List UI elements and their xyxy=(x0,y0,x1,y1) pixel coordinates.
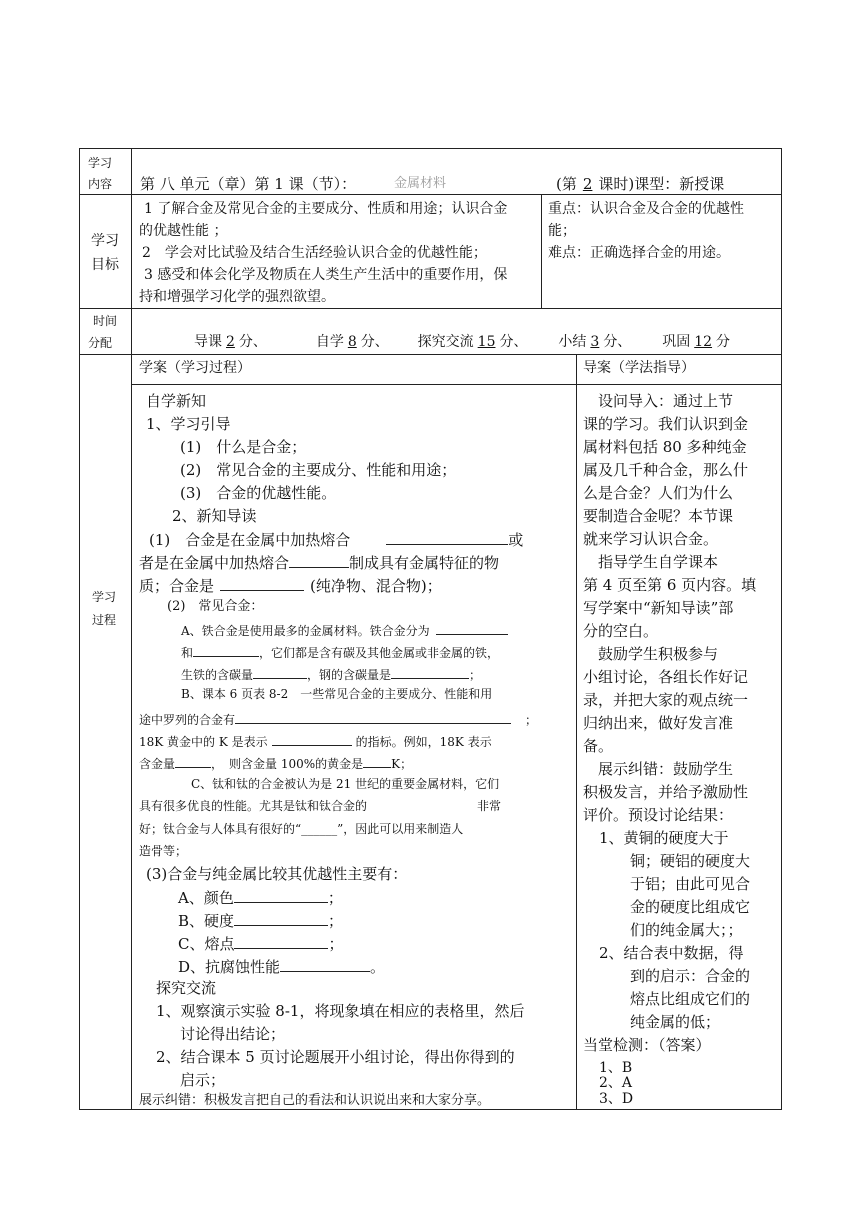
guidance-line: 备。 xyxy=(583,737,614,755)
col-divider xyxy=(576,354,577,1110)
objective-line: 2 学会对比试验及结合生活经验认识合金的优越性能； xyxy=(142,245,487,261)
row-label-objectives-1: 学习 xyxy=(91,233,119,249)
advantage-item: C、熔点 ； xyxy=(178,935,344,953)
iron-alloy-line: 生铁的含碳量 ，钢的含碳量是 ； xyxy=(181,668,482,682)
new-knowledge-title: 2、新知导读 xyxy=(172,507,257,525)
answer-item: 2、A xyxy=(599,1075,633,1091)
guidance-line: 么是合金？人们为什么 xyxy=(583,484,734,502)
explore-item: 1、观察演示实验 8-1，将现象填在相应的表格里，然后 xyxy=(156,1002,525,1020)
objective-line: 的优越性能 ； xyxy=(139,223,228,239)
guide-question: (1) 什么是合金； xyxy=(180,438,307,456)
right-column-header: 导案（学法指导） xyxy=(583,360,695,376)
guidance-line: 就来学习认识合金。 xyxy=(583,530,719,548)
answer-item: 1、B xyxy=(599,1060,633,1076)
fill-blank[interactable] xyxy=(386,532,508,545)
check-title: 当堂检测：（答案） xyxy=(583,1036,711,1054)
guidance-line: 小组讨论，各组长作好记 xyxy=(583,668,749,686)
guidance-line: 写学案中“新知导读”部 xyxy=(583,599,734,617)
row-label-content-2: 内容 xyxy=(88,177,113,191)
key-point: 重点：认识合金及合金的优越性 xyxy=(548,201,744,217)
fill-blank[interactable] xyxy=(289,555,349,568)
difficulty-point: 难点：正确选择合金的用途。 xyxy=(548,245,730,261)
fill-blank[interactable] xyxy=(436,622,508,635)
guidance-line: 设问导入：通过上节 xyxy=(583,392,734,410)
expected-result: 1、黄铜的硬度大于 xyxy=(599,829,729,847)
guidance-line: 评价。预设讨论结果： xyxy=(583,806,734,824)
row-divider xyxy=(79,308,782,309)
alloy-table-line: B、课本 6 页表 8-2 一些常见合金的主要成分、性能和用 xyxy=(181,687,493,701)
fill-blank[interactable] xyxy=(234,913,328,926)
guidance-line: 录，并把大家的观点统一 xyxy=(583,691,749,709)
guide-question: (3) 合金的优越性能。 xyxy=(180,484,337,502)
fill-blank[interactable] xyxy=(280,959,370,972)
fill-blank[interactable] xyxy=(363,755,391,768)
advantage-item: A、颜色 ； xyxy=(178,889,343,907)
guidance-line: 属及几千种合金，那么什 xyxy=(583,461,749,479)
fill-blank[interactable] xyxy=(391,666,469,679)
fill-blank[interactable] xyxy=(175,755,211,768)
expected-result: 们的纯金属大；； xyxy=(630,921,743,939)
row-label-content-1: 学习 xyxy=(88,156,113,170)
guidance-line: 指导学生自学课本 xyxy=(583,553,719,571)
row-divider xyxy=(131,384,782,385)
guidance-line: 分的空白。 xyxy=(583,622,659,640)
guidance-line: 属材料包括 80 多种纯金 xyxy=(583,438,747,456)
iron-alloy-line: A、铁合金是使用最多的金属材料。铁合金分为 xyxy=(181,622,508,637)
row-label-process-1: 学习 xyxy=(92,590,117,604)
lesson-period: (第 2 课时)课型：新授课 xyxy=(556,175,725,193)
correction-note: 展示纠错：积极发言把自己的看法和认识说出来和大家分享。 xyxy=(139,1093,491,1108)
fill-blank[interactable] xyxy=(193,644,259,657)
guidance-line: 第 4 页至第 6 页内容。填 xyxy=(583,576,757,594)
alloy-definition: (1) 合金是在金属中加热熔合 或 xyxy=(149,531,524,549)
fill-blank[interactable] xyxy=(253,666,307,679)
advantage-item: B、硬度 ； xyxy=(178,912,344,930)
fill-blank[interactable] xyxy=(220,578,304,591)
fill-blank[interactable] xyxy=(234,936,328,949)
objective-line: 1 了解合金及常见合金的主要成分、性质和用途；认识合金 xyxy=(144,201,508,217)
karat-line: 含金量 ， 则含金量 100%的黄金是 K； xyxy=(139,757,413,771)
guidance-line: 要制造合金呢？本节课 xyxy=(583,507,734,525)
row-label-objectives-2: 目标 xyxy=(91,257,119,273)
karat-line: 18K 黄金中的 K 是表示 的指标。例如，18K 表示 xyxy=(139,735,492,749)
titanium-line: 好；钛合金与人体具有很好的“______”，因此可以用来制造人 xyxy=(139,822,464,836)
explore-item: 2、结合课本 5 页讨论题展开小组讨论，得出你得到的 xyxy=(156,1048,515,1066)
objective-line: 持和增强学习化学的强烈欲望。 xyxy=(139,289,335,305)
guidance-line: 鼓励学生积极参与 xyxy=(583,645,719,663)
expected-result: 铜；硬铝的硬度大 xyxy=(630,852,751,870)
objective-line: 3 感受和体会化学及物质在人类生产生活中的重要作用，保 xyxy=(144,267,508,283)
expected-result: 纯金属的低； xyxy=(630,1013,721,1031)
guidance-line: 归纳出来，做好发言准 xyxy=(583,714,734,732)
row-divider xyxy=(79,354,782,355)
guidance-line: 课的学习。我们认识到金 xyxy=(583,415,749,433)
fill-blank[interactable] xyxy=(235,711,511,724)
explore-title: 探究交流 xyxy=(156,979,217,997)
self-study-title: 自学新知 xyxy=(146,392,207,410)
lesson-topic: 金属材料 xyxy=(394,176,447,191)
time-allocation: 导课 2 分、 自学 8 分、 探究交流 15 分、 小结 3 分、 巩固 12 分 xyxy=(194,334,731,350)
guidance-line: 积极发言，并给予激励性 xyxy=(583,783,749,801)
common-alloys-title: (2) 常见合金： xyxy=(167,599,264,614)
fill-blank[interactable] xyxy=(234,890,328,903)
advantage-item: D、抗腐蚀性能 。 xyxy=(178,958,386,976)
guidance-line: 展示纠错：鼓励学生 xyxy=(583,760,734,778)
titanium-line: 造骨等； xyxy=(139,844,188,858)
row-label-time-2: 分配 xyxy=(88,336,113,350)
col-divider xyxy=(131,148,132,1110)
iron-alloy-line: 和 ，它们都是含有碳及其他金属或非金属的铁， xyxy=(181,646,500,660)
expected-result: 熔点比组成它们的 xyxy=(630,990,751,1008)
unit-line: 第 八 单元（章）第 1 课（节）： xyxy=(140,175,357,193)
row-label-time-1: 时间 xyxy=(93,314,118,328)
guide-title: 1、学习引导 xyxy=(146,415,231,433)
expected-result: 到的启示：合金的 xyxy=(630,967,751,985)
col-divider xyxy=(541,194,542,308)
key-point: 能； xyxy=(548,223,576,239)
alloy-definition: 者是在金属中加热熔合 制成具有金属特征的物 xyxy=(139,554,500,572)
answer-item: 3、D xyxy=(599,1091,634,1107)
titanium-line: C、钛和钛的合金被认为是 21 世纪的重要金属材料，它们 xyxy=(191,777,500,791)
explore-item: 讨论得出结论； xyxy=(180,1025,286,1043)
titanium-line: 具有很多优良的性能。尤其是钛和钛合金的 非常 xyxy=(139,799,502,813)
row-label-process-2: 过程 xyxy=(92,613,117,627)
expected-result: 金的硬度比组成它 xyxy=(630,898,751,916)
guide-question: (2) 常见合金的主要成分、性能和用途； xyxy=(180,461,457,479)
advantages-title: (3)合金与纯金属比较其优越性主要有： xyxy=(146,865,408,883)
alloy-table-line: 途中罗列的合金有 ； xyxy=(139,713,538,727)
row-divider xyxy=(79,194,782,195)
expected-result: 于铝；由此可见合 xyxy=(630,875,751,893)
alloy-definition: 质；合金是 (纯净物、混合物)； xyxy=(139,577,442,595)
fill-blank[interactable] xyxy=(272,733,352,746)
left-column-header: 学案（学习过程） xyxy=(139,360,251,376)
explore-item: 启示； xyxy=(180,1071,226,1089)
expected-result: 2、结合表中数据，得 xyxy=(599,944,744,962)
